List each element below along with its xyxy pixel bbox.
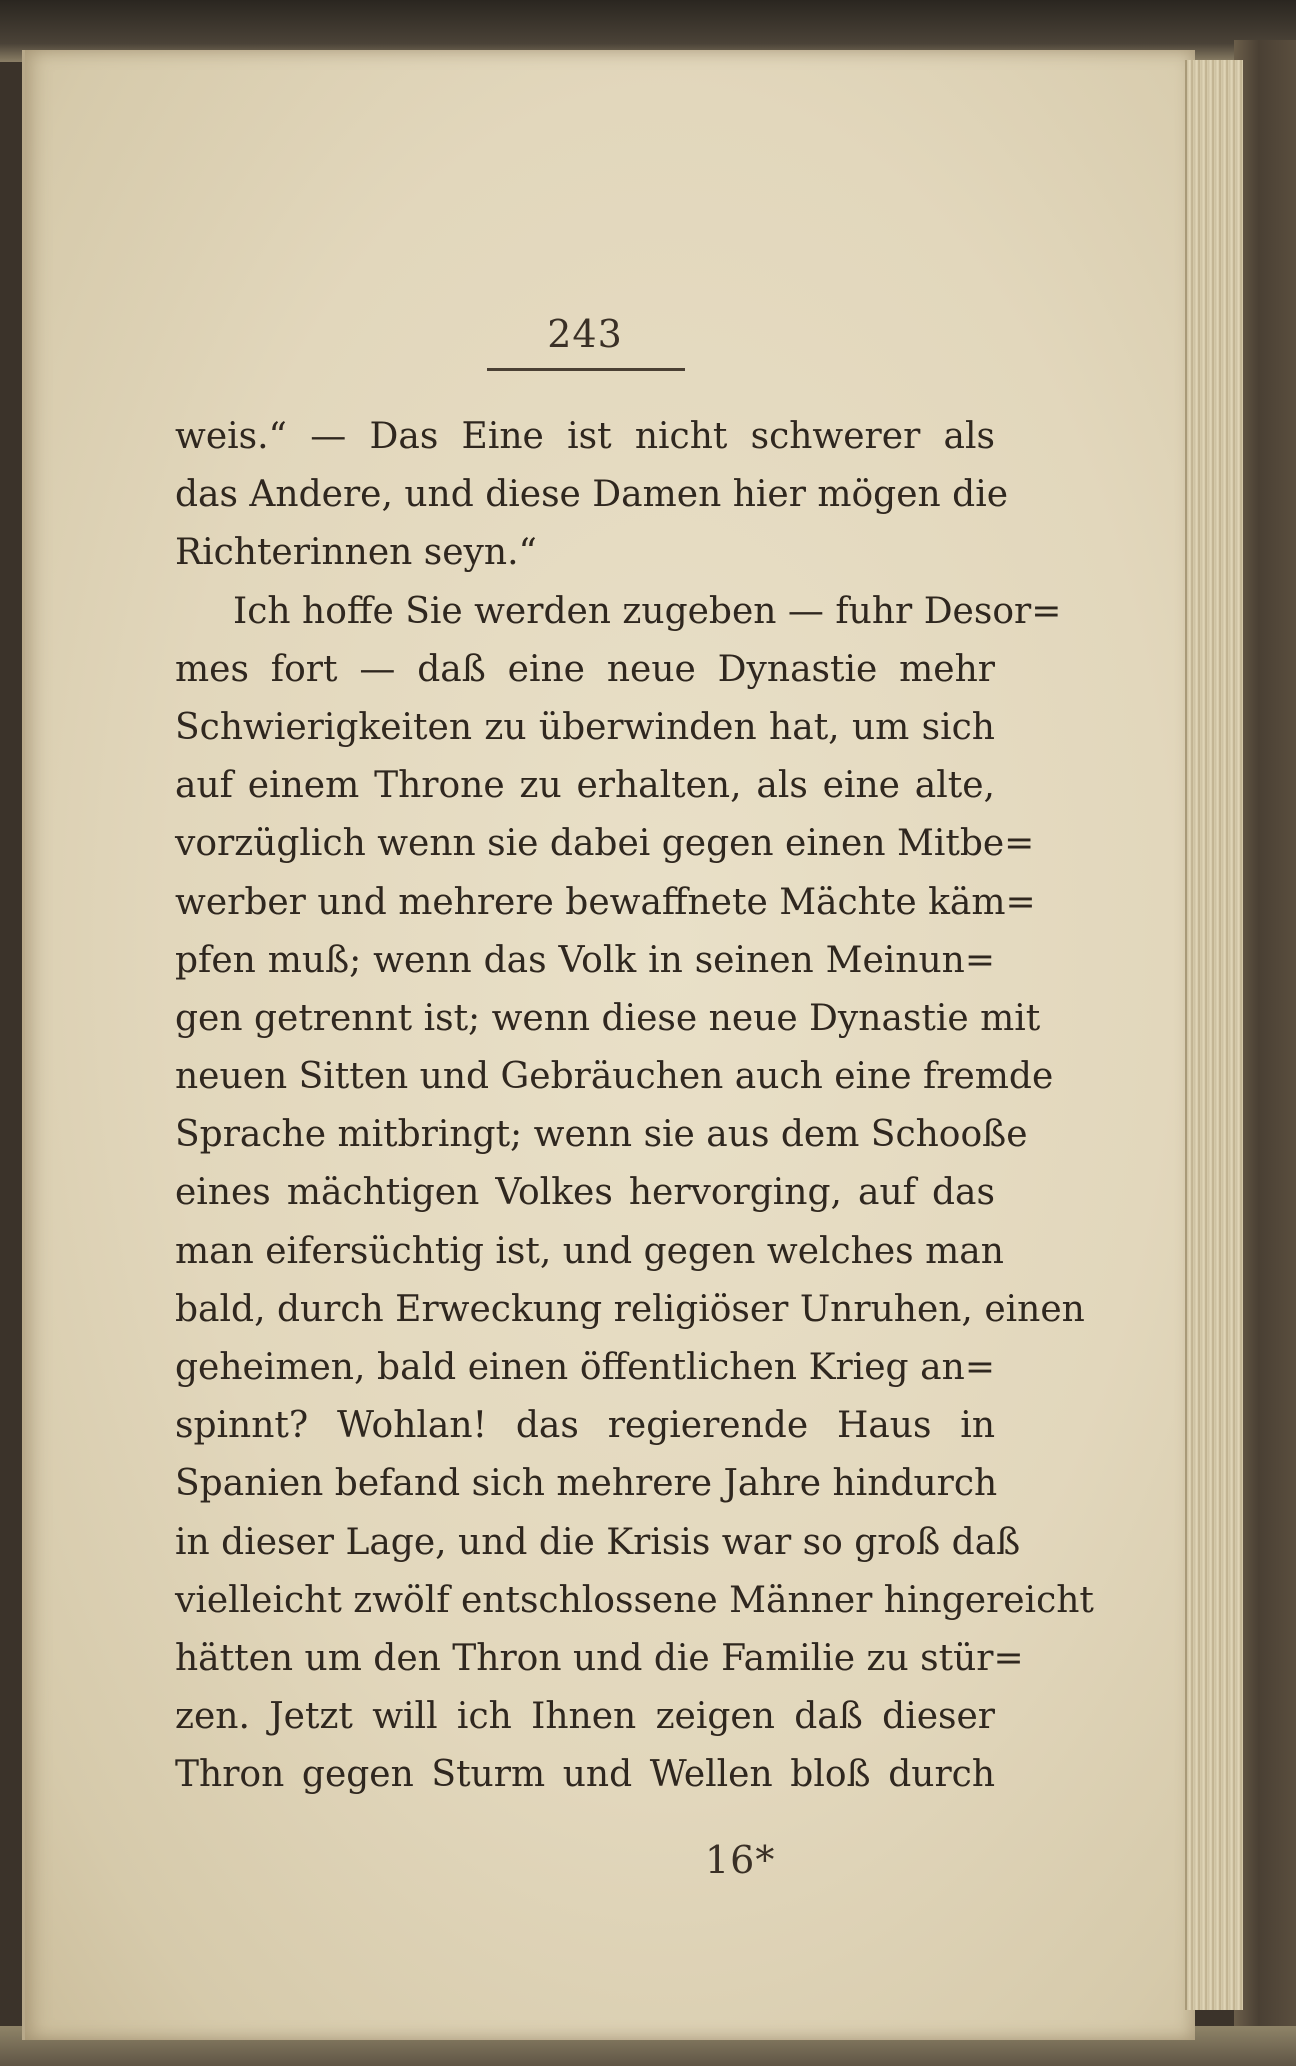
text-line: man eifersüchtig ist, und gegen welches man bbox=[175, 1230, 1004, 1272]
book-page bbox=[22, 50, 1195, 2040]
signature-mark: 16* bbox=[705, 1838, 776, 1882]
text-line: vielleicht zwölf entschlossene Männer hingereicht bbox=[175, 1579, 1094, 1621]
text-line: Sprache mitbringt; wenn sie aus dem Schooße bbox=[175, 1114, 1028, 1156]
text-line: Schwierigkeiten zu überwinden hat, um sich bbox=[175, 706, 995, 748]
text-line: Spanien befand sich mehrere Jahre hindurch bbox=[175, 1463, 998, 1505]
text-line: Thron gegen Sturm und Wellen bloß durch bbox=[175, 1754, 995, 1796]
text-line: zen. Jetzt will ich Ihnen zeigen daß dieser bbox=[175, 1696, 995, 1738]
text-line: das Andere, und diese Damen hier mögen die bbox=[175, 474, 1009, 516]
text-line: bald, durch Erweckung religiöser Unruhen, einen bbox=[175, 1288, 1085, 1330]
text-line: vorzüglich wenn sie dabei gegen einen Mitbe= bbox=[175, 823, 1035, 865]
text-line: auf einem Throne zu erhalten, als eine alte, bbox=[175, 765, 995, 807]
text-line: werber und mehrere bewaffnete Mächte käm= bbox=[175, 881, 1036, 923]
header-rule bbox=[487, 368, 685, 371]
text-line: neuen Sitten und Gebräuchen auch eine fremde bbox=[175, 1056, 1054, 1098]
text-line: gen getrennt ist; wenn diese neue Dynastie mit bbox=[175, 997, 1041, 1039]
text-line: geheimen, bald einen öffentlichen Krieg an= bbox=[175, 1347, 995, 1388]
page-text bbox=[175, 408, 1094, 1805]
text-line: Ich hoffe Sie werden zugeben — fuhr Desor= bbox=[233, 590, 1062, 632]
text-line: Richterinnen seyn.“ bbox=[175, 532, 537, 574]
text-line: pfen muß; wenn das Volk in seinen Meinun= bbox=[175, 939, 995, 981]
page-stack-edge bbox=[1185, 60, 1243, 2010]
text-line: in dieser Lage, und die Krisis war so groß daß bbox=[175, 1521, 1021, 1563]
page-number: 243 bbox=[547, 312, 623, 356]
book-cover-edge bbox=[1234, 40, 1296, 2066]
text-line: hätten um den Thron und die Familie zu stür= bbox=[175, 1637, 1024, 1679]
text-line: weis.“ — Das Eine ist nicht schwerer als bbox=[175, 416, 995, 457]
text-line: mes fort — daß eine neue Dynastie mehr bbox=[175, 648, 995, 690]
text-line: spinnt? Wohlan! das regierende Haus in bbox=[175, 1405, 995, 1447]
text-line: eines mächtigen Volkes hervorging, auf das bbox=[175, 1172, 995, 1214]
